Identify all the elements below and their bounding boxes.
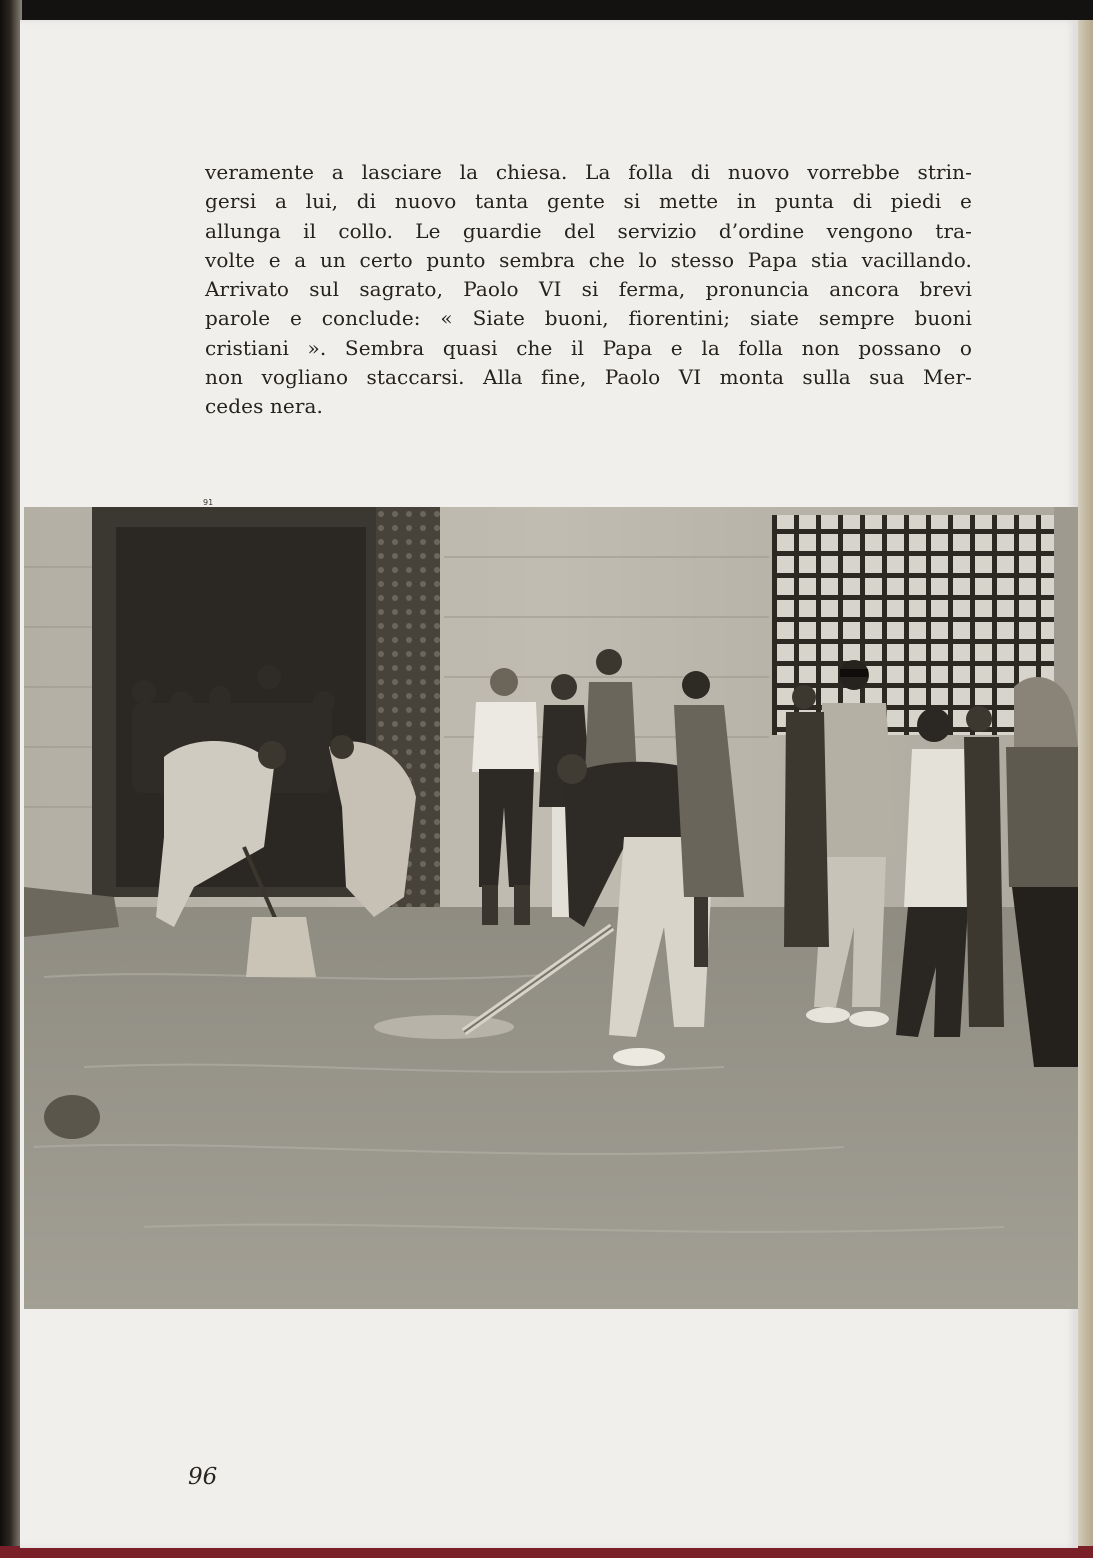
text-line: veramente a lasciare la chiesa. La folla di nuovo vorrebbe strin-	[205, 160, 972, 184]
text-line: parole e conclude: « Siate buoni, fiorentini; siate sempre buoni	[205, 306, 972, 331]
photo-number: 91	[203, 498, 214, 507]
scan-background-top	[0, 0, 1093, 22]
text-line: gersi a lui, di nuovo tanta gente si mette in punta di piedi e	[205, 189, 972, 214]
page-number: 96	[188, 1464, 218, 1490]
text-line: cristiani ». Sembra quasi che il Papa e la folla non possano o	[205, 335, 972, 360]
flood-photograph	[24, 507, 1078, 1309]
body-paragraph	[205, 158, 972, 422]
flood-photograph-illustration	[24, 507, 1078, 1309]
book-spine-edge	[0, 0, 22, 1558]
book-page	[20, 20, 1078, 1548]
page-stack-edge	[1076, 20, 1093, 1548]
text-line: non vogliano staccarsi. Alla fine, Paolo VI monta sulla sua Mer-	[205, 365, 972, 390]
text-line: Arrivato sul sagrato, Paolo VI si ferma, pronuncia ancora brevi	[205, 277, 972, 302]
text-line: volte e a un certo punto sembra che lo stesso Papa stia vacillando.	[205, 247, 972, 272]
text-line: cedes nera.	[205, 394, 323, 419]
text-line: allunga il collo. Le guardie del servizio d’ordine vengono tra-	[205, 218, 972, 243]
